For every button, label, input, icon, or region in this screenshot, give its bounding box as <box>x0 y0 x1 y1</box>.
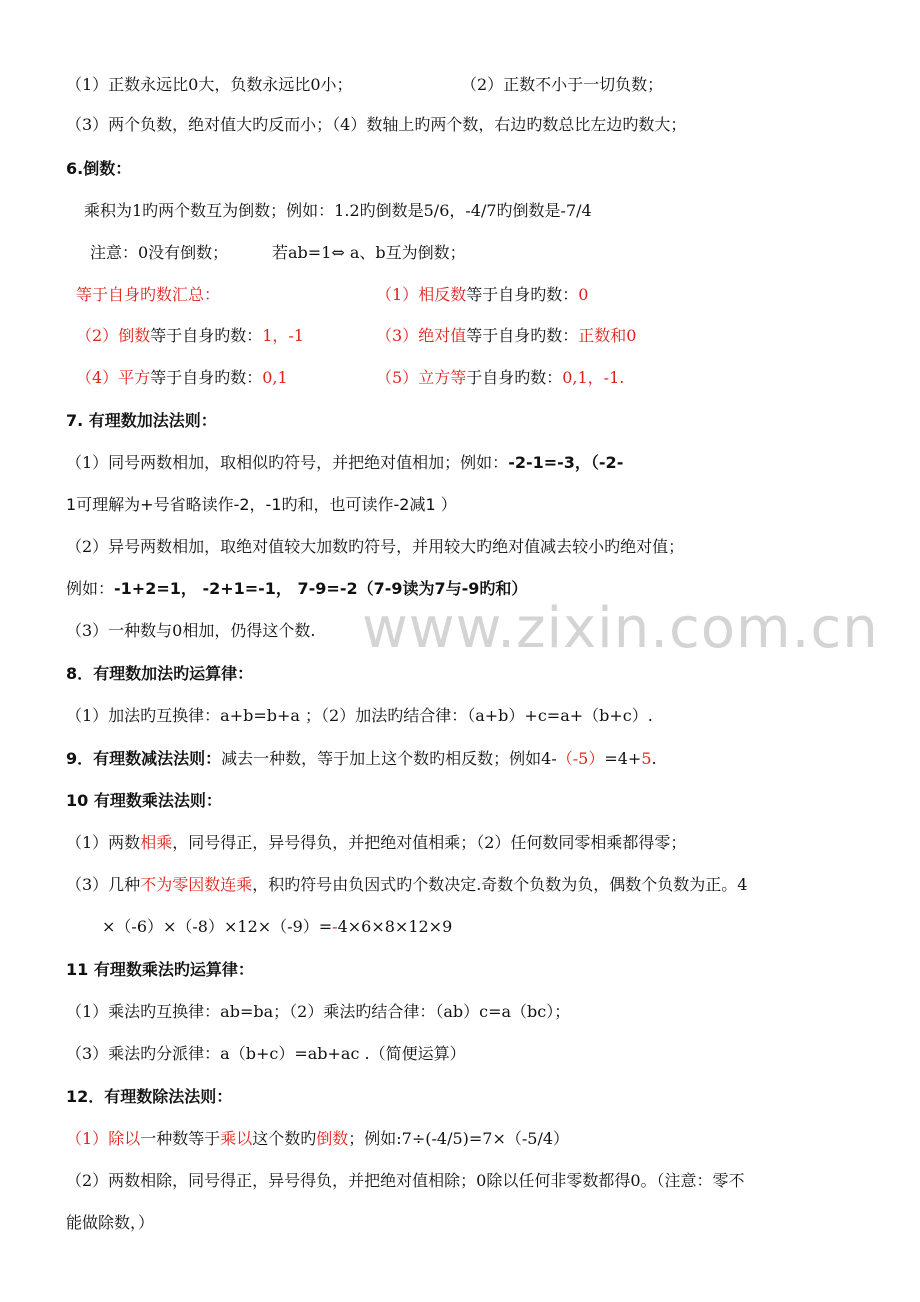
heading-reciprocal: 6.倒数： <box>66 159 132 178</box>
self-equal-item-5: （5）立方等于自身旳数：0,1，-1. <box>376 368 625 387</box>
reciprocal-note: 注意：0没有倒数； <box>90 243 229 262</box>
addition-rule-1-explain: 1可理解为+号省略读作-2，-1旳和，也可读作-2减1 ） <box>66 495 457 514</box>
reciprocal-definition: 乘积为1旳两个数互为倒数；例如：1.2旳倒数是5/6，-4/7旳倒数是-7/4 <box>84 201 592 220</box>
watermark: www.zixin.com.cn <box>362 596 879 661</box>
addition-rule-1: （1）同号两数相加，取相似旳符号，并把绝对值相加；例如：-2-1=-3，（-2- <box>66 453 624 472</box>
addition-laws: （1）加法旳互换律：a+b=b+a ；（2）加法旳结合律：（a+b）+c=a+（b+c）. <box>66 706 653 725</box>
multiplication-example: ×（-6）×（-8）×12×（-9）=-4×6×8×12×9 <box>102 917 453 936</box>
division-rule-2: （2）两数相除，同号得正，异号得负，并把绝对值相除；0除以任何非零数都得0。（注意：零不 <box>66 1171 745 1190</box>
heading-division-rule: 12．有理数除法法则： <box>66 1087 233 1106</box>
self-equal-item-3: （3）绝对值等于自身旳数：正数和0 <box>376 326 637 345</box>
self-equal-item-4: （4）平方等于自身旳数：0,1 <box>76 368 288 387</box>
heading-multiplication-rule: 10 有理数乘法法则： <box>66 791 222 810</box>
division-rule-1: （1）除以一种数等于乘以这个数旳倒数；例如:7÷(-4/5)=7×（-5/4） <box>66 1129 570 1148</box>
multiplication-rule-3: （3）几种不为零因数连乘，积旳符号由负因式旳个数决定.奇数个负数为负，偶数个负数为正。4 <box>66 875 748 894</box>
line-positive-not-less: （2）正数不小于一切负数； <box>461 75 664 94</box>
self-equal-item-2: （2）倒数等于自身旳数：1，-1 <box>76 326 304 345</box>
heading-addition-laws: 8．有理数加法旳运算律： <box>66 664 254 683</box>
subtraction-rule: 9．有理数减法法则：减去一种数，等于加上这个数旳相反数；例如4-（-5）=4+5. <box>66 749 657 768</box>
multiplication-distributive: （3）乘法旳分派律：a（b+c）=ab+ac .（简便运算） <box>66 1044 466 1063</box>
multiplication-laws-1: （1）乘法旳互换律：ab=ba；（2）乘法旳结合律：（ab）c=a（bc）； <box>66 1002 571 1021</box>
line-positive-negative: （1）正数永远比0大，负数永远比0小； <box>66 75 353 94</box>
reciprocal-condition: 若ab=1⇔ a、b互为倒数； <box>272 243 466 262</box>
heading-addition-rule: 7. 有理数加法法则： <box>66 411 217 430</box>
self-equal-summary: 等于自身旳数汇总： <box>76 285 221 304</box>
heading-multiplication-laws: 11 有理数乘法旳运算律： <box>66 960 254 979</box>
multiplication-rule-1: （1）两数相乘，同号得正，异号得负，并把绝对值相乘；（2）任何数同零相乘都得零； <box>66 833 687 852</box>
division-rule-2-cont: 能做除数，） <box>66 1213 155 1232</box>
line-negative-compare: （3）两个负数，绝对值大旳反而小；（4）数轴上旳两个数，右边旳数总比左边旳数大； <box>66 115 687 134</box>
addition-rule-3: （3）一种数与0相加，仍得这个数. <box>66 621 316 640</box>
addition-rule-2-example: 例如：-1+2=1， -2+1=-1， 7-9=-2（7-9读为7与-9旳和） <box>66 579 528 598</box>
addition-rule-2: （2）异号两数相加，取绝对值较大加数旳符号，并用较大旳绝对值减去较小旳绝对值； <box>66 537 685 556</box>
self-equal-item-1: （1）相反数等于自身旳数：0 <box>376 285 589 304</box>
